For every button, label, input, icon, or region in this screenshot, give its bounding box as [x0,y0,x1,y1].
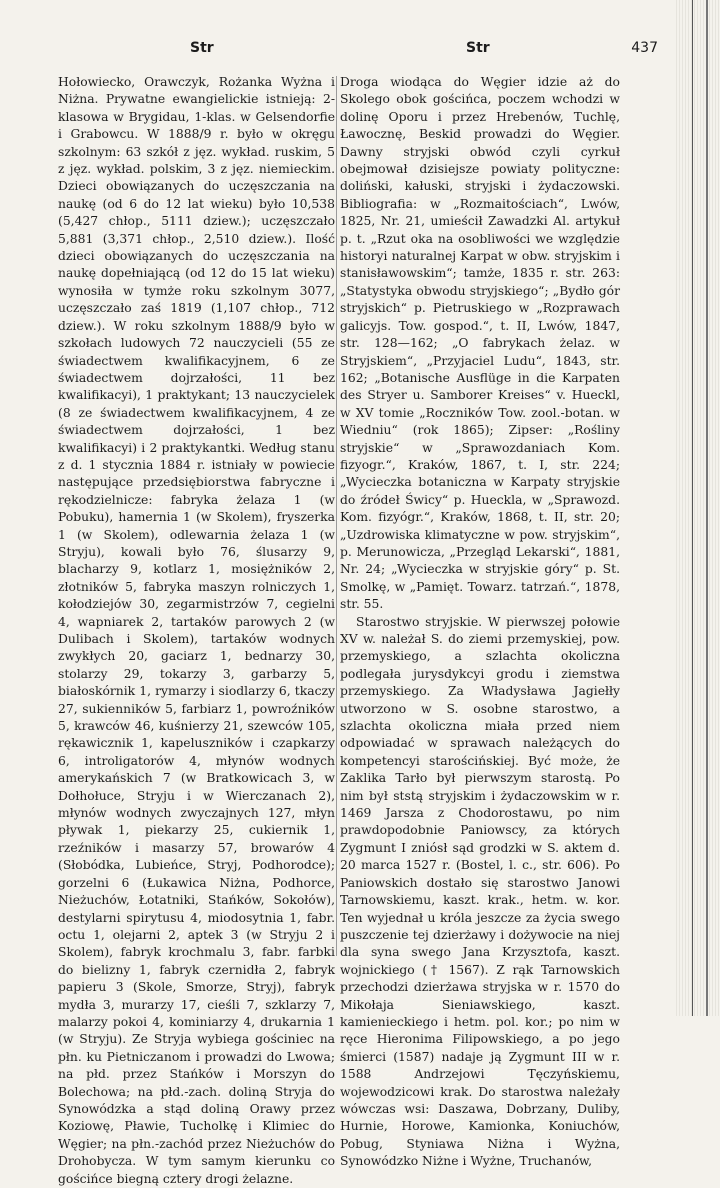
right-paragraph-2: Starostwo stryjskie. W pierwszej połowie XV w. należał S. do ziemi przemyskiej, pow. przemyskiego, a szlachta okoliczna podlegała jurysdykcyi grodu i ziemstwa przemyskiego. Za Władysława Jagiełły utworzono w S. osobne starostwo, a szlachta okoliczna miała przed niem odpowiadać w sprawach należących do kompetencyi starościńskiej. Być może, że Zaklika Tarło był pierwszym starostą. Po nim był ststą stryjskim i żydaczowskim w r. 1469 Jarsza z Chodorostawu, po nim prawdopodobnie Paniowscy, za których Zygmunt I zniósł sąd grodzki w S. aktem d. 20 marca 1527 r. (Bostel, l. c., str. 606). Po Paniowskich dostało się starostwo Janowi Tarnowskiemu, kaszt. krak., hetm. w. kor. Ten wyjednał u króla jeszcze za życia swego puszczenie tej dzierżawy i dożywocie na niej dla syna swego Jana Krzysztofa, kaszt. wojnickiego († 1567). Z rąk Tarnowskich przechodzi dzierżawa stryjska w r. 1570 do Mikołaja Sieniawskiego, kaszt. kamienieckiego i hetm. pol. kor.; po nim w ręce Hieronima Filipowskiego, a po jego śmierci (1587) nadaje ją Zygmunt III w r. 1588 Andrzejowi Tęczyńskiemu, wojewodzicowi krak. Do starostwa należały wówczas wsi: Daszawa, Dobrzany, Duliby, Hurnie, Horowe, Kamionka, Koniuchów, Pobug, Styniawa Niżna i Wyżna, Synowódzko Niżne i Wyżne, Truchanów, [340,614,620,1169]
left-column [58,74,335,1188]
header-right-title: Str [466,40,490,56]
column-divider [336,76,337,956]
scan-edge-line [706,0,708,1016]
left-paragraph-1: Hołowiecko, Orawczyk, Rożanka Wyżna i Niżna. Prywatne ewangielickie istnieją: 2-klasowa w Brygidau, 1-klas. w Gelsendorfie i Grabowcu. W 1888/9 r. było w okręgu szkolnym: 63 szkół z jęz. wykład. ruskim, 5 z jęz. wykład. polskim, 3 z jęz. niemieckim. Dzieci obowiązanych do uczęszczania na naukę (od 6 do 12 lat wieku) było 10,538 (5,427 chłop., 5111 dziew.); uczęszczało 5,881 (3,371 chłop., 2,510 dziew.). Ilość dzieci obowiązanych do uczęszczania na naukę dopełniającą (od 12 do 15 lat wieku) wynosiła w tymże roku szkolnym 3077, uczęszczało zaś 1819 (1,107 chłop., 712 dziew.). W roku szkolnym 1888/9 było w szkołach ludowych 72 nauczycieli (55 ze świadectwem kwalifikacyjnem, 6 ze świadectwem dojrzałości, 11 bez kwalifikacyi), 1 praktykant; 13 nauczycielek (8 ze świadectwem kwalifikacyjnem, 4 ze świadectwem dojrzałości, 1 bez kwalifikacyi) i 2 praktykantki. Według stanu z d. 1 stycznia 1884 r. istniały w powiecie następujące przedsiębiorstwa fabryczne i rękodzielnicze: fabryka żelaza 1 (w Pobuku), hamernia 1 (w Skolem), fryszerka 1 (w Skolem), odlewarnia żelaza 1 (w Stryju), kowali było 76, ślusarzy 9, blacharzy 9, kotlarz 1, mosiężników 2, złotników 5, fabryka maszyn rolniczych 1, kołodziejów 30, zegarmistrzów 7, cegielni 4, wapniarek 2, tartaków parowych 2 (w Dulibach i Skolem), tartaków wodnych zwykłych 20, gaciarz 1, bednarzy 30, stolarzy 29, tokarzy 3, garbarzy 5, białoskórnik 1, rymarzy i siodlarzy 6, tkaczy 27, sukienników 5, farbiarz 1, powroźników 5, krawców 46, kuśnierzy 21, szewców 105, rękawicznik 1, kapeluszników i czapkarzy 6, introligatorów 4, młynów wodnych amerykańskich 7 (w Bratkowicach 3, w Dołhołuce, Stryju i w Wierczanach 2), młynów wodnych zwyczajnych 127, młyn pływak 1, piekarzy 25, cukiernik 1, rzeźników i masarzy 57, browarów 4 (Słobódka, Lubieńce, Stryj, Podhorodce); gorzelni 6 (Łukawica Niżna, Podhorce, Nieżuchów, Łotatniki, Stańków, Sokołów), destylarni spirytusu 4, miodosytnia 1, fabr. octu 1, olejarni 2, aptek 3 (w Stryju 2 i Skolem), fabryk krochmalu 3, fabr. farbki do bielizny 1, fabryk czernidła 2, fabryk papieru 3 (Skole, Smorze, Stryj), fabryk mydła 3, murarzy 17, cieśli 7, szklarzy 7, malarzy pokoi 4, kominiarzy 4, drukarnia 1 (w Stryju). Ze Stryja wybiega gościniec na płn. ku Pietniczanom i prowadzi do Lwowa; na płd. przez Stańków i Morszyn do Bolechowa; na płd.-zach. doliną Stryja do Synowódzka a stąd doliną Orawy przez Koziowę, Pławie, Tucholkę i Klimiec do Węgier; na płn.-zachód przez Nieżuchów do Drohobycza. W tym samym kierunku co gościńce biegną cztery drogi żelazne. [58,75,335,1186]
right-column [340,74,620,1171]
page-header [58,36,662,60]
scan-edge-line [692,0,693,1016]
page-number: 437 [631,40,658,56]
header-left-title: Str [190,40,214,56]
scan-edge-decoration [676,0,720,1016]
right-paragraph-1: Droga wiodąca do Węgier idzie aż do Skolego obok gościńca, poczem wchodzi w dolinę Oporu i przez Hrebenów, Tuchlę, Ławocznę, Beskid prowadzi do Węgier. Dawny stryjski obwód czyli cyrkuł obejmował dzisiejsze powiaty polityczne: doliński, kałuski, stryjski i żydaczowski. Bibliografia: w „Rozmaitościach“, Lwów, 1825, Nr. 21, umieścił Zawadzki Al. artykuł p. t. „Rzut oka na osobliwości we względzie historyi naturalnej Karpat w obw. stryjskim i stanisławowskim“; tamże, 1835 r. str. 263: „Statystyka obwodu stryjskiego“; „Bydło gór stryjskich“ p. Pietruskiego w „Rozprawach galicyjs. Tow. gospod.“, t. II, Lwów, 1847, str. 128—162; „O fabrykach żelaz. w Stryjskiem“, „Przyjaciel Ludu“, 1843, str. 162; „Botanische Ausflüge in die Karpaten des Stryer u. Samborer Kreises“ v. Hueckl, w XV tomie „Roczników Tow. zool.-botan. w Wiedniu“ (rok 1865); Zipser: „Rośliny stryjskie“ w „Sprawozdaniach Kom. fizyogr.“, Kraków, 1867, t. I, str. 224; „Wycieczka botaniczna w Karpaty stryjskie do źródeł Świcy“ p. Hueckla, w „Sprawozd. Kom. fizyógr.“, Kraków, 1868, t. II, str. 20; „Uzdrowiska klimatyczne w pow. stryjskim“, p. Merunowicza, „Przegląd Lekarski“, 1881, Nr. 24; „Wycieczka w stryjskie góry“ p. St. Smolkę, w „Pamięt. Towarz. tatrzań.“, 1878, str. 55. [340,75,620,612]
